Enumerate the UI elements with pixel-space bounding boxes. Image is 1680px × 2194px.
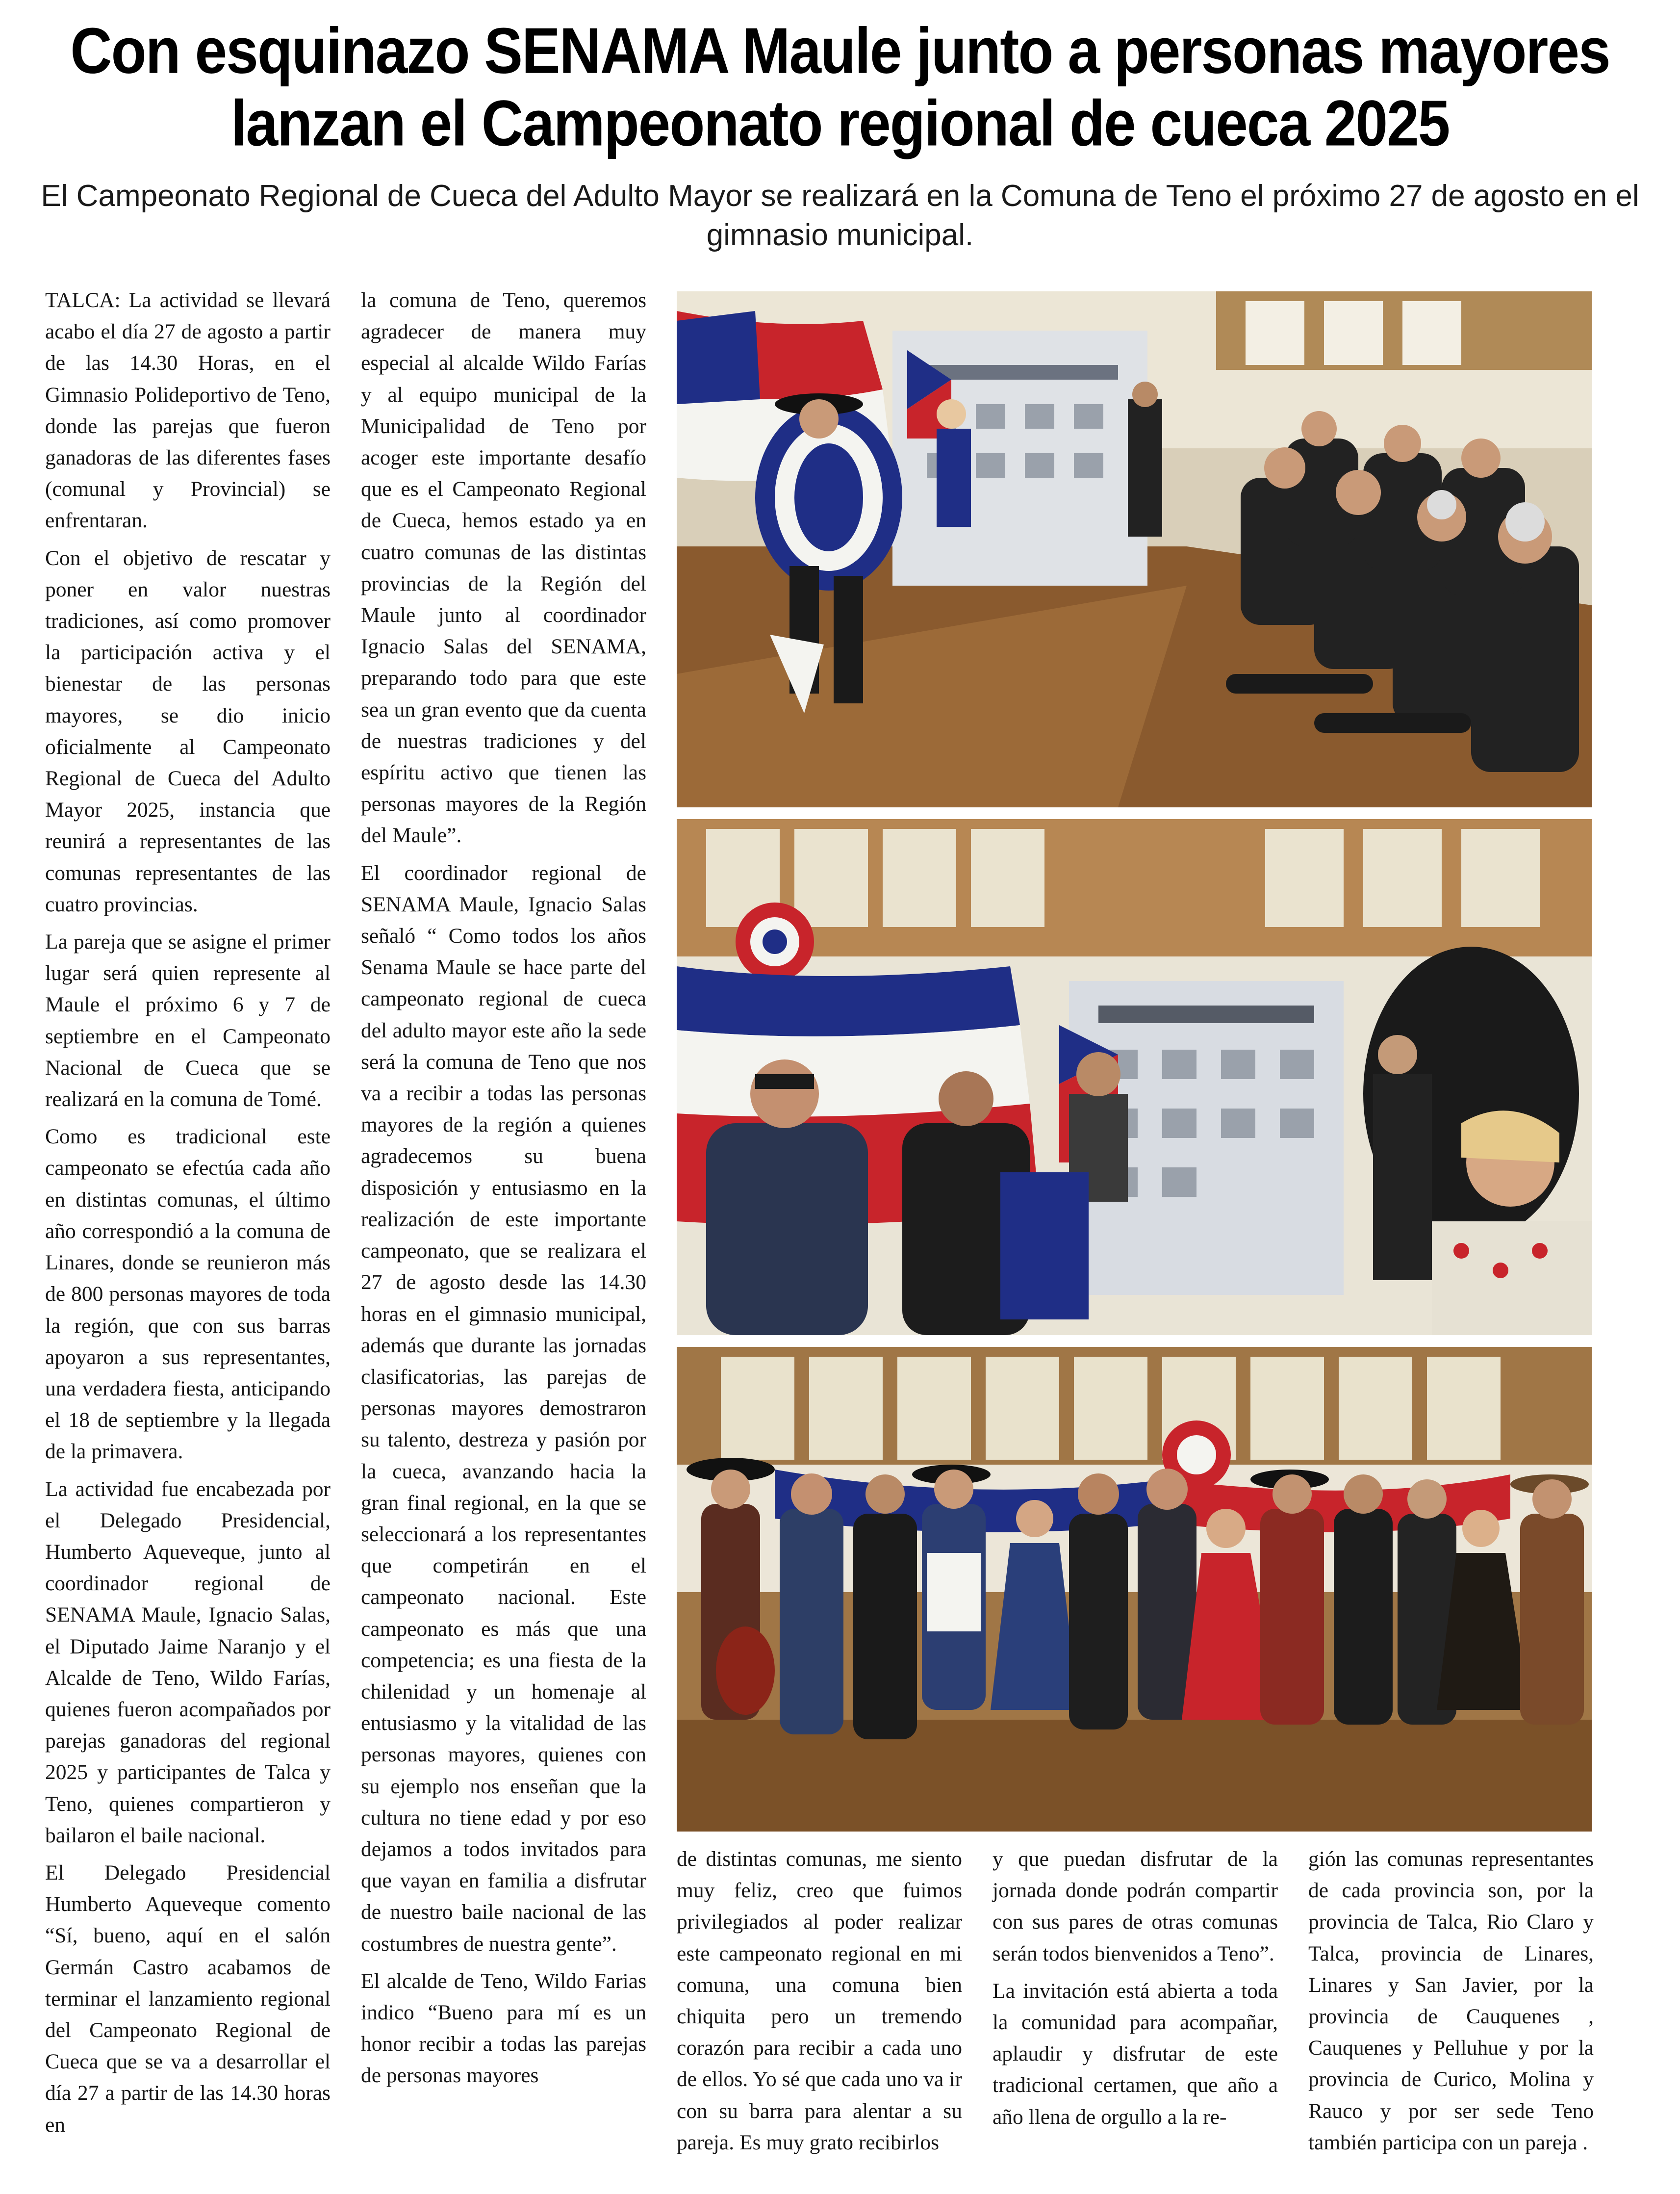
paragraph: La actividad fue encabezada por el Delegado Presidencial, Humberto Aqueveque, junto al coordinador regional de SENAMA Maule, Ignacio Salas, el Diputado Jaime Naranjo y el Alcalde de Teno, Wildo Farías, quienes fueron acompañados por parejas ganadoras del regional 2025 y participantes de Talca y Teno, quienes compartieron y bailaron el baile nacional. xyxy=(45,1477,331,1847)
paragraph: El coordinador regional de SENAMA Maule, Ignacio Salas señaló “ Como todos los años Senama Maule se hace parte del campeonato regional de cueca del adulto mayor este año la sede será la comuna de Teno que nos va a recibir a todas las personas mayores de la región a quienes agradecemos su buena disposición y entusiasmo en la realización de este importante campeonato, que se realizara el 27 de agosto desde las 14.30 horas en el gimnasio municipal, además que durante las jornadas clasificatorias, las parejas de personas mayores demostraron su talento, destreza y pasión por la cueca, avanzando hacia la gran final regional, en la que se seleccionará a los representantes que competirán en el campeonato nacional. Este campeonato es más que una competencia; es una fiesta de la chilenidad y un homenaje al entusiasmo y la vitalidad de las personas mayores, quienes con su ejemplo nos enseñan que la cultura no tiene edad y por eso dejamos a todos invitados para que vayan en familia a disfrutar de nuestro baile nacional de las costumbres de nuestra gente”. xyxy=(361,861,646,1956)
paragraph: la comuna de Teno, queremos agradecer de manera muy especial al alcalde Wildo Farías y al equipo municipal de la Municipalidad de Teno por acoger este importante desafío que es el Campeonato Regional de Cueca, hemos estado ya en cuatro comunas de las distintas provincias de la Región del Maule junto al coordinador Ignacio Salas del SENAMA, preparando todo para que este sea un gran evento que da cuenta de nuestras tradiciones y del espíritu activo que tienen las personas mayores de la Región del Maule”. xyxy=(361,288,646,848)
paragraph: y que puedan disfrutar de la jornada donde podrán compartir con sus pares de otras comunas serán todos bienvenidos a Teno”. xyxy=(993,1847,1278,1965)
paragraph: Como es tradicional este campeonato se efectúa cada año en distintas comunas, el último año correspondió a la comuna de Linares, donde se reunieron más de 800 personas mayores de toda la región, que con sus barras apoyaron a sus representantes, una verdadera fiesta, anticipando el 18 de septiembre y la llegada de la primavera. xyxy=(45,1125,331,1464)
article-column-3 xyxy=(677,1843,962,2164)
article-column-1 xyxy=(45,284,331,2146)
paragraph: TALCA: La actividad se llevará acabo el día 27 de agosto a partir de las 14.30 Horas, en el Gimnasio Polideportivo de Teno, donde las parejas que fueron ganadoras de las diferentes fases (comunal y Provincial) se enfrentaran. xyxy=(45,288,331,533)
headline-line-2: lanzan el Campeonato regional de cueca 2025 xyxy=(230,87,1450,160)
paragraph: El alcalde de Teno, Wildo Farias indico “Bueno para mí es un honor recibir a todas las parejas de personas mayores xyxy=(361,1969,646,2088)
paragraph: de distintas comunas, me siento muy feliz, creo que fuimos privilegiados al poder realizar este campeonato regional en mi comuna, una comuna bien chiquita pero un tremendo corazón para recibir a cada uno de ellos. Yo sé que cada uno va ir con su barra para alentar a su pareja. Es muy grato recibirlos xyxy=(677,1847,962,2154)
paragraph: La pareja que se asigne el primer lugar será quien represente al Maule el próximo 6 y 7 de septiembre en el Campeonato Nacional de Cueca que se realizará en la comuna de Tomé. xyxy=(45,930,331,1111)
paragraph: El Delegado Presidencial Humberto Aqueveque comento “Sí, bueno, aquí en el salón Germán Castro acabamos de terminar el lanzamiento regional del Campeonato Regional de Cueca que se va a desarrollar el día 27 a partir de las 14.30 horas en xyxy=(45,1860,331,2137)
subheadline: El Campeonato Regional de Cueca del Adulto Mayor se realizará en la Comuna de Teno el próximo 27 de agosto en el gimnasio municipal. xyxy=(41,179,1639,252)
article-column-4 xyxy=(993,1843,1278,2139)
paragraph: La invitación está abierta a toda la comunidad para acompañar, aplaudir y disfrutar de este tradicional certamen, que año a año llena de orgullo a la re- xyxy=(993,1979,1278,2129)
photo-group xyxy=(677,1347,1592,1832)
paragraph: gión las comunas representantes de cada provincia son, por la provincia de Talca, Rio Claro y Talca, provincia de Linares, Linares y San Javier, por la provincia de Cauquenes , Cauquenes y Pelluhue y por la provincia de Curico, Molina y Rauco y por ser sede Teno también participa con un pareja . xyxy=(1308,1847,1594,2154)
photo-dancer-audience xyxy=(677,291,1592,807)
paragraph: Con el objetivo de rescatar y poner en valor nuestras tradiciones, así como promover la participación activa y el bienestar de las personas mayores, se dio inicio oficialmente al Campeonato Regional de Cueca del Adulto Mayor 2025, instancia que reunirá a representantes de las comunas representantes de las cuatro provincias. xyxy=(45,546,331,916)
headline xyxy=(0,15,1680,160)
headline-line-1: Con esquinazo SENAMA Maule junto a personas mayores xyxy=(70,15,1610,87)
photo-officials-applauding xyxy=(677,819,1592,1335)
article-column-5 xyxy=(1308,1843,1594,2164)
article-column-2 xyxy=(361,284,646,2097)
